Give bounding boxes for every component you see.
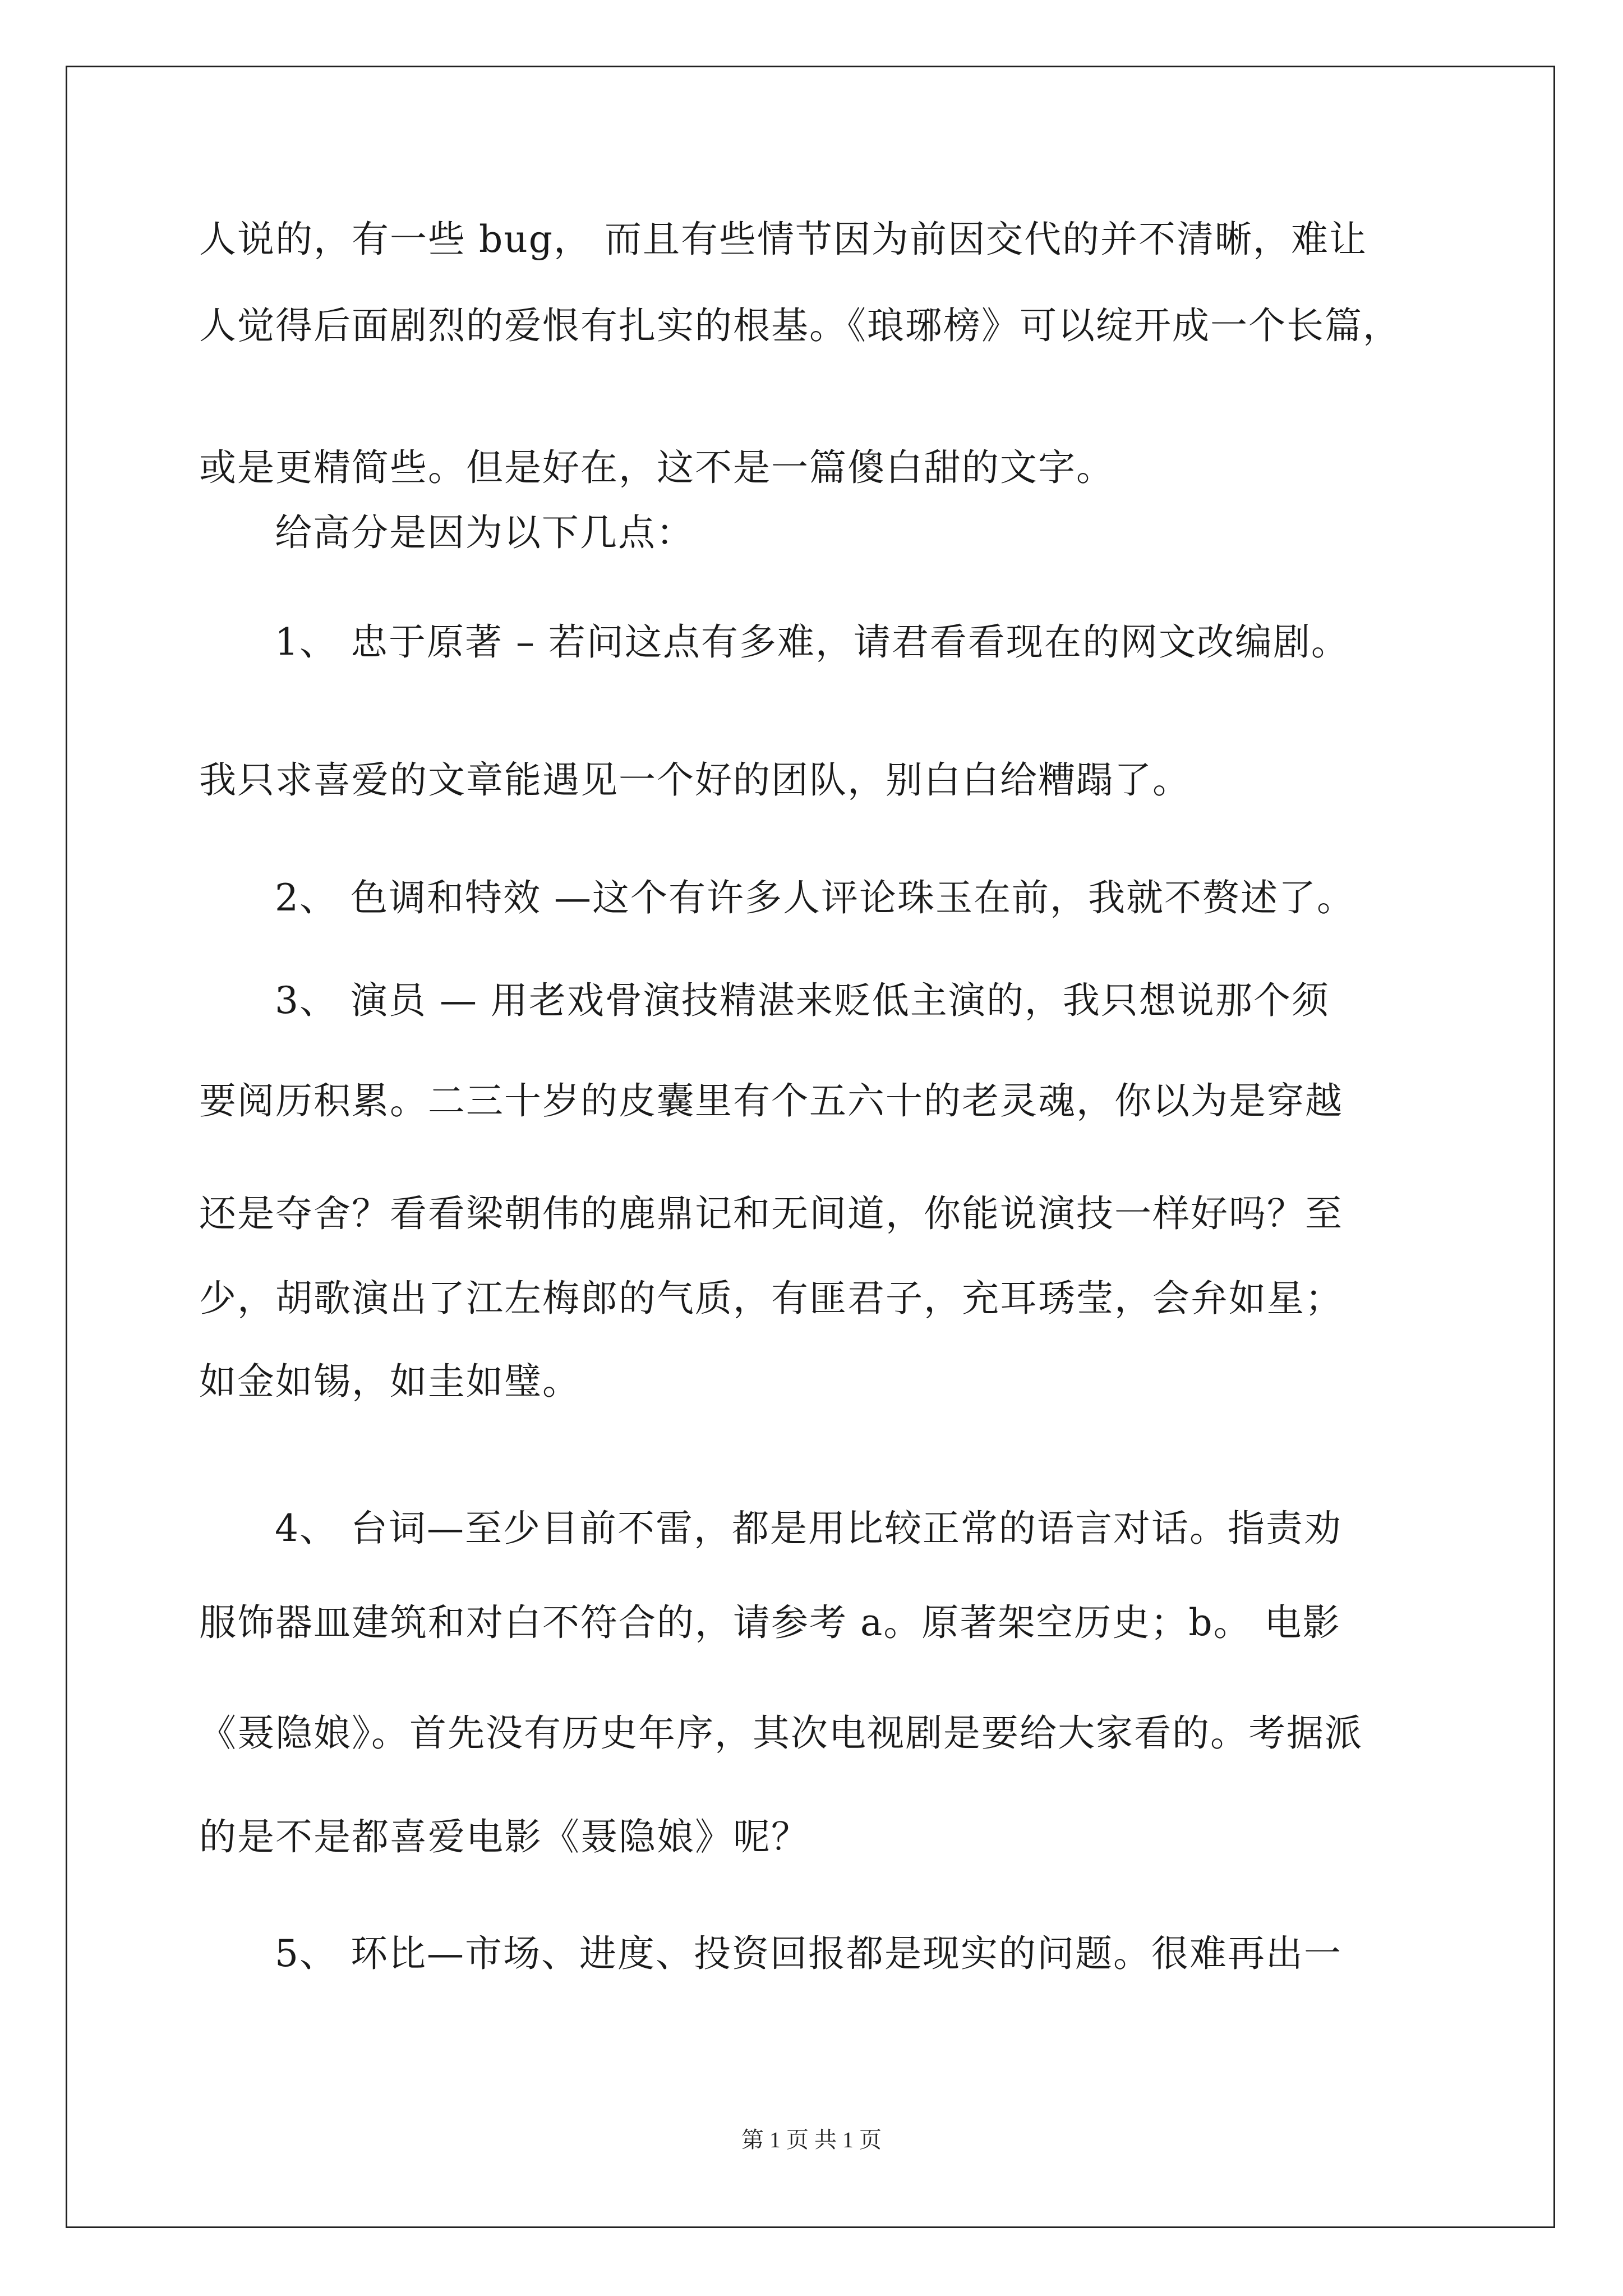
text-line-1: 人说的，有一些 bug， 而且有些情节因为前因交代的并不清晰，难让 — [199, 218, 1367, 261]
page-border — [66, 66, 1555, 2228]
text-line-4: 给高分是因为以下几点： — [275, 511, 694, 554]
list-item-1: 1、 忠于原著 – 若问这点有多难，请君看看现在的网文改编剧。 — [275, 620, 1349, 664]
page-footer: 第 1 页 共 1 页 — [741, 2127, 882, 2152]
text-line-14: 服饰器皿建筑和对白不符合的，请参考 a。原著架空历史；b。 电影 — [199, 1601, 1341, 1644]
list-item-4: 4、 台词—至少目前不雷，都是用比较正常的语言对话。指责劝 — [275, 1507, 1342, 1550]
text-line-15: 《聂隐娘》。首先没有历史年序，其次电视剧是要给大家看的。考据派 — [199, 1711, 1363, 1755]
text-line-16: 的是不是都喜爱电影《聂隐娘》呢？ — [199, 1815, 809, 1858]
list-item-2: 2、 色调和特效 —这个有许多人评论珠玉在前，我就不赘述了。 — [275, 876, 1355, 919]
text-line-11: 少，胡歌演出了江左梅郎的气质，有匪君子，充耳琇莹，会弁如星； — [199, 1277, 1343, 1320]
list-item-3: 3、 演员 — 用老戏骨演技精湛来贬低主演的，我只想说那个须 — [275, 979, 1330, 1022]
list-item-5: 5、 环比—市场、进度、投资回报都是现实的问题。很难再出一 — [275, 1932, 1342, 1975]
text-line-3: 或是更精简些。但是好在，这不是一篇傻白甜的文字。 — [199, 446, 1114, 489]
text-line-2: 人觉得后面剧烈的爱恨有扎实的根基。《琅琊榜》可以绽开成一个长篇， — [199, 304, 1401, 347]
text-line-6: 我只求喜爱的文章能遇见一个好的团队，别白白给糟蹋了。 — [199, 758, 1191, 802]
text-line-9: 要阅历积累。二三十岁的皮囊里有个五六十的老灵魂，你以为是穿越 — [199, 1079, 1343, 1122]
text-line-12: 如金如锡，如圭如璧。 — [199, 1360, 580, 1403]
text-line-10: 还是夺舍？看看梁朝伟的鹿鼎记和无间道，你能说演技一样好吗？至 — [199, 1192, 1343, 1235]
